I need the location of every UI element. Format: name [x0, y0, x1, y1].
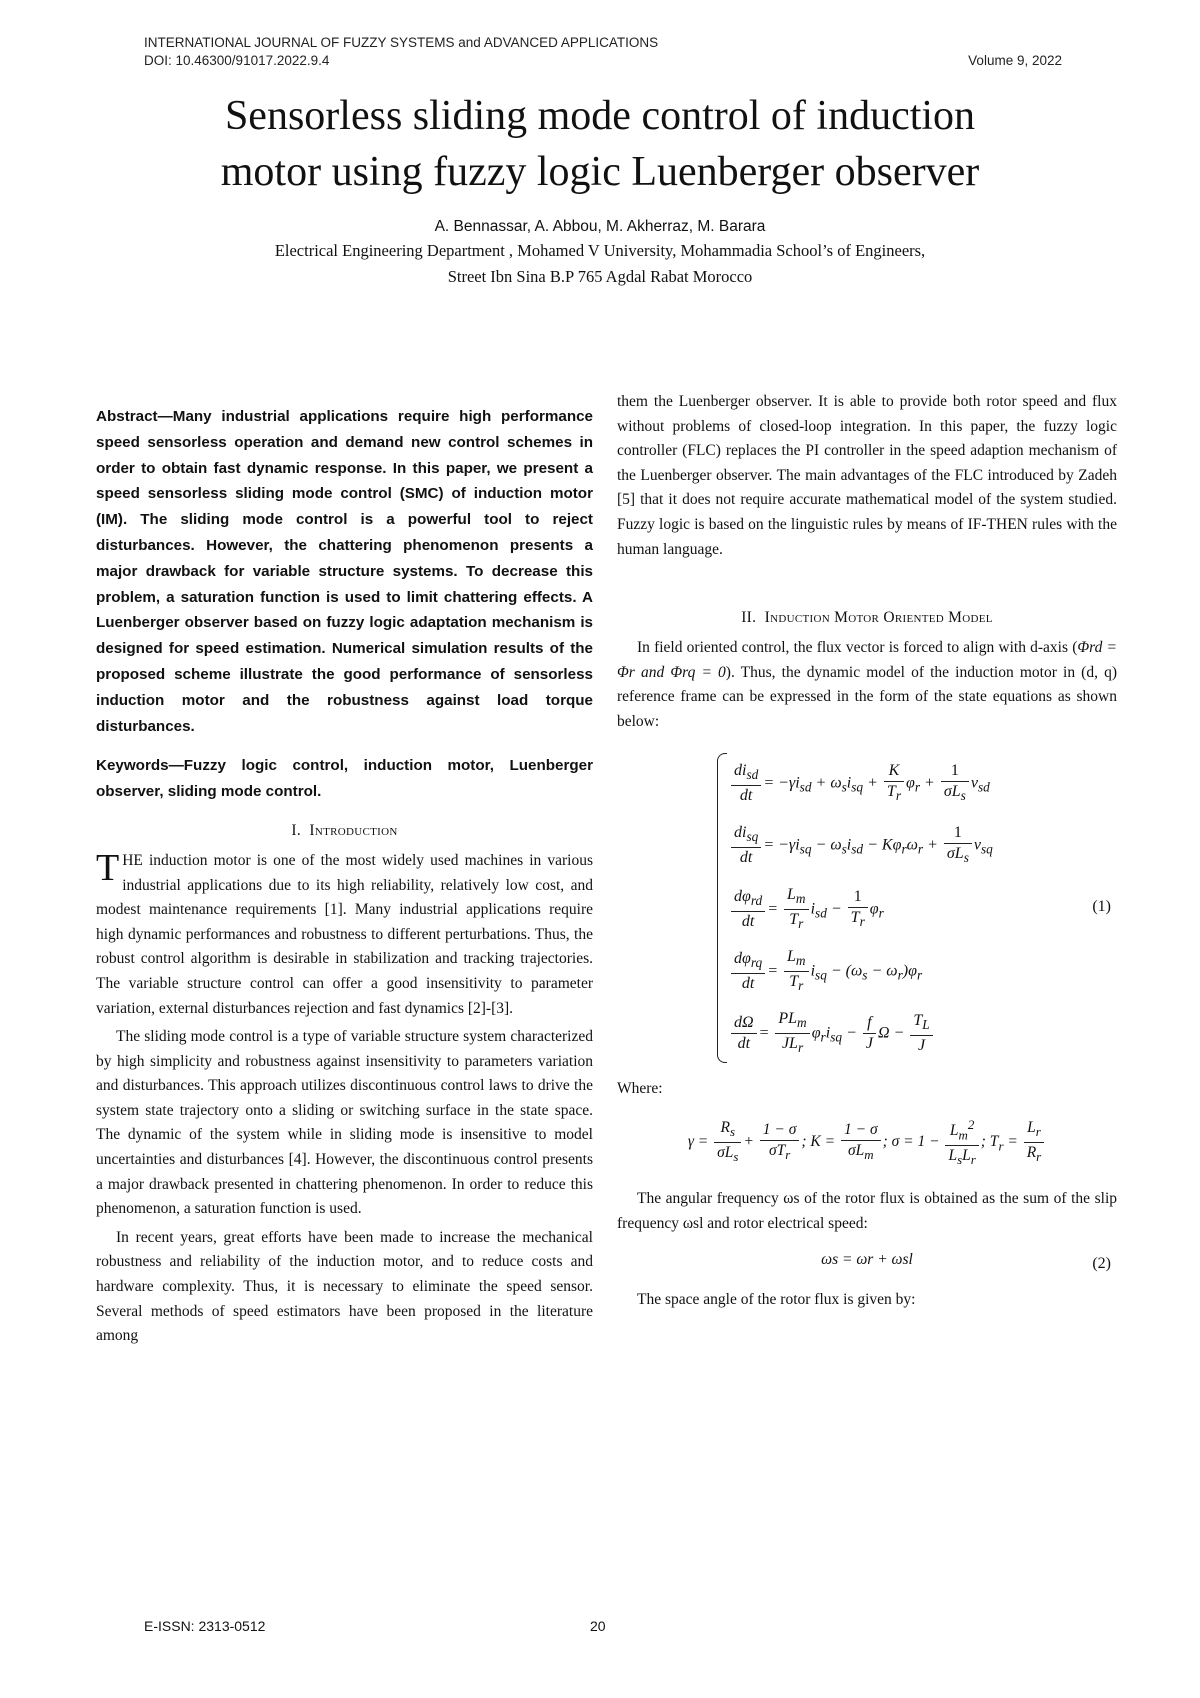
parameter-definitions: γ = $\frac{R_s}{\sigma L_s}$ + $\frac{1 - \sigma}{\sigma T_r}$ ; K = $\frac{1 - \sigma}{\sigma L_m}$ ; σ = 1 − $\frac{L_m^2}{L_sL_r}$ ; $T_r$ = $\frac{L_r}{R_r}$	[617, 1115, 1117, 1173]
right-column	[617, 393, 1118, 1313]
equation-omega: $\frac{d\Omega}{dt}$ = $\frac{PL_m}{JL_r}$ $\varphi_ri_{sq}$ − $\frac{f}{J}$ Ω − $\frac{T_L}{J}$	[729, 1009, 935, 1058]
section-heading-introduction: I. Introduction	[291, 821, 398, 839]
equation-number-1: (1)	[1092, 897, 1111, 915]
abstract: Abstract—Many industrial applications require high performance speed sensorless operation and demand new control schemes in order to obtain fast dynamic response. In this paper, we present a speed sensorless sliding mode control (SMC) of induction motor (IM). The sliding mode control is a powerful tool to reject disturbances. However, the chattering phenomenon presents a major drawback for variable structure systems. To decrease this problem, a saturation function is used to limit chattering effects. A Luenberger observer based on fuzzy logic adaptation mechanism is designed for speed estimation. Numerical simulation results of the proposed scheme illustrate the good performance of sensorless induction motor and the robustness against load torque disturbances.	[96, 408, 593, 735]
equation-2: ωs = ωr + ωsl (2)	[617, 1248, 1117, 1280]
paper-title: Sensorless sliding mode control of induction motor using fuzzy logic Luenberger observer	[220, 93, 980, 195]
intro-continuation: them the Luenberger observer. It is able to provide both rotor speed and flux without problems of closed-loop integration. In this paper, the fuzzy logic controller (FLC) replaces the PI controller in the speed adaption mechanism of the Luenberger observer. The main advantages of the FLC introduced by Zadeh [5] that it does not require accurate mathematical model of the system studied. Fuzzy logic is based on the linguistic rules by means of IF-THEN rules with the human language.	[617, 393, 1117, 558]
intro-paragraph-2: The sliding mode control is a type of variable structure system characterized by high simplicity and robustness against insensitivity to parameters variation and disturbances. This approach utilizes discontinuous control laws to drive the system state trajectory onto a sliding or switching surface in the state space. The dynamic of the system while in sliding mode is insensitive to model uncertainties and disturbances [4]. However, the discontinuous control presents a major drawback presented in chattering phenomenon. In order to reduce this phenomenon, a saturation function is used.	[96, 1028, 593, 1218]
state-equations	[617, 753, 1117, 1067]
intro-paragraph-3: In recent years, great efforts have been made to increase the mechanical robustness and reliability of the induction motor, and to reduce costs and hardware complexity. Thus, it is necessary to eliminate the speed sensor. Several methods of speed estimators have been proposed in the literature among	[96, 1228, 593, 1345]
doi[interactable]: DOI: 10.46300/91017.2022.9.4	[144, 53, 330, 68]
running-head	[144, 34, 1062, 70]
journal-name: INTERNATIONAL JOURNAL OF FUZZY SYSTEMS and ADVANCED APPLICATIONS	[144, 35, 659, 50]
where-label: Where:	[617, 1079, 663, 1097]
equation-isd: $\frac{di_{sd}}{dt}$ = $-\gamma i_{sd} + \omega_si_{sq}$ + $\frac{K}{T_r}$ $\varphi_r$ + $\frac{1}{\sigma L_s}$ $v_{sd}$	[729, 761, 990, 806]
equation-phi-rd: $\frac{d\varphi_{rd}}{dt}$ = $\frac{L_m}{T_r}$ $i_{sd}$ − $\frac{1}{T_r}$ $\varphi_r$	[729, 885, 884, 934]
space-angle-paragraph: The space angle of the rotor flux is given by:	[637, 1291, 916, 1309]
volume: Volume 9, 2022	[968, 53, 1062, 68]
authors: A. Bennassar, A. Abbou, M. Akherraz, M. Barara	[434, 218, 766, 235]
equation-phi-rq: $\frac{d\varphi_{rq}}{dt}$ = $\frac{L_m}{T_r}$ $i_{sq} - (\omega_s - \omega_r)\varphi_r$	[729, 947, 922, 996]
section-heading-model: II. Induction Motor Oriented Model	[741, 609, 993, 627]
left-brace	[717, 753, 727, 1063]
footer-issn: E-ISSN: 2313-0512	[144, 1618, 266, 1634]
equation-number-2: (2)	[1092, 1255, 1111, 1273]
angular-frequency-paragraph: The angular frequency ωs of the rotor flux is obtained as the sum of the slip frequency ωsl and rotor electrical speed:	[617, 1190, 1117, 1232]
drop-cap: T	[96, 846, 120, 889]
page-number: 20	[590, 1618, 606, 1634]
keywords: Keywords—Fuzzy logic control, induction motor, Luenberger observer, sliding mode control.	[96, 757, 593, 801]
left-column	[96, 404, 593, 1349]
equation-isq: $\frac{di_{sq}}{dt}$ = $-\gamma i_{sq} - \omega_si_{sd} - K\varphi_r\omega_r$ + $\frac{1}{\sigma L_s}$ $v_{sq}$	[729, 823, 993, 868]
affiliation-line-1: Electrical Engineering Department , Mohamed V University, Mohammadia School’s of Engineers,	[274, 241, 926, 260]
model-paragraph: In field oriented control, the flux vector is forced to align with d-axis (Φrd = Φr and Φrq = 0). Thus, the dynamic model of the induction motor in (d, q) reference frame can be expressed in the form of the state equations as shown below:	[617, 639, 1118, 730]
affiliation-line-2: Street Ibn Sina B.P 765 Agdal Rabat Morocco	[447, 267, 753, 286]
flux-orientation-math: Φrd = Φr and Φrq = 0	[617, 639, 1118, 681]
intro-paragraph-1: THE induction motor is one of the most widely used machines in various industrial applications due to its high reliability, relatively low cost, and modest maintenance requirements [1]. Many industrial applications require high dynamic performances and robustness to different perturbations. Thus, the robust control algorithm is desirable in stabilization and tracking trajectories. The variable structure control can offer a good insensitivity to parameter variation, external disturbances rejection and fast dynamics [2]-[3].	[96, 846, 593, 1017]
